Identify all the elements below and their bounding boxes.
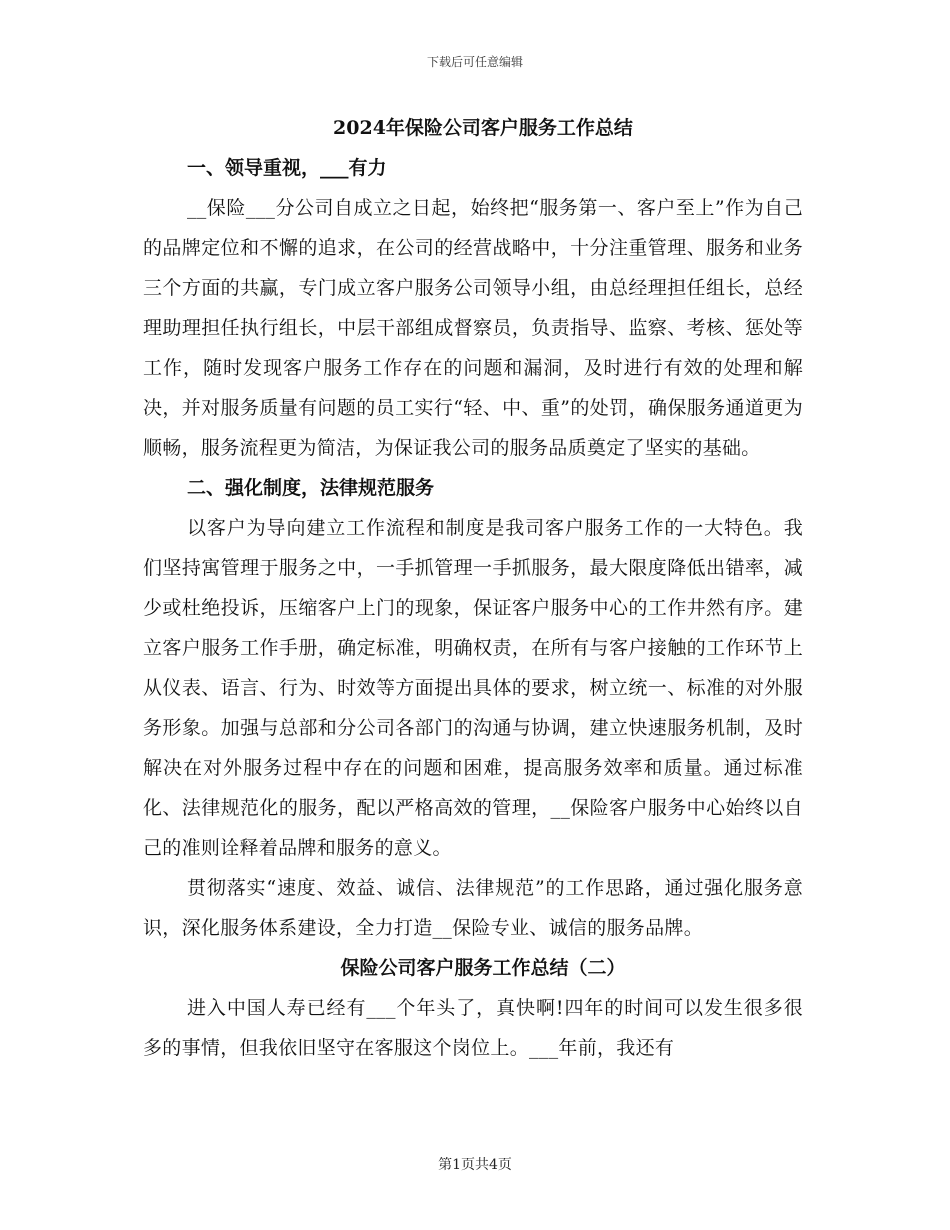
paragraph: __保险___分公司自成立之日起，始终把“服务第一、客户至上”作为自己的品牌定位和不懈的追求，在公司的经营战略中，十分注重管理、服务和业务三个方面的共赢，专门成立客户服务公司领导小组，由总经理担任组长，总经理助理担任执行组长，中层干部组成督察员，负责指导、监察、考核、惩处等工作，随时发现客户服务工作存在的问题和漏洞，及时进行有效的处理和解决，并对服务质量有问题的员工实行“轻、中、重”的处罚，确保服务通道更为顺畅，服务流程更为简洁，为保证我公司的服务品质奠定了坚实的基础。 <box>143 197 803 459</box>
paragraph: 进入中国人寿已经有___个年头了，真快啊!四年的时间可以发生很多很多的事情，但我依旧坚守在客服这个岗位上。___年前，我还有 <box>143 997 803 1059</box>
document-title: 2024年保险公司客户服务工作总结 <box>333 117 633 139</box>
document-title-part-2: 保险公司客户服务工作总结（二） <box>340 957 626 979</box>
section-heading-1: 一、领导重视，___有力 <box>187 157 387 179</box>
paragraph: 以客户为导向建立工作流程和制度是我司客户服务工作的一大特色。我们坚持寓管理于服务之中，一手抓管理一手抓服务，最大限度降低出错率，减少或杜绝投诉，压缩客户上门的现象，保证客户服务中心的工作井然有序。建立客户服务工作手册，确定标准，明确权责，在所有与客户接触的工作环节上从仪表、语言、行为、时效等方面提出具体的要求，树立统一、标准的对外服务形象。加强与总部和分公司各部门的沟通与协调，建立快速服务机制，及时解决在对外服务过程中存在的问题和困难，提高服务效率和质量。通过标准化、法律规范化的服务，配以严格高效的管理，__保险客户服务中心始终以自己的准则诠释着品牌和服务的意义。 <box>143 517 803 859</box>
header-note: 下载后可任意编辑 <box>426 55 523 69</box>
page-number: 第1页共4页 <box>438 1157 512 1173</box>
document-body <box>143 108 803 1068</box>
paragraph: 贯彻落实“速度、效益、诚信、法律规范”的工作思路，通过强化服务意识，深化服务体系建设，全力打造__保险专业、诚信的服务品牌。 <box>143 877 803 939</box>
section-heading-2: 二、强化制度，法律规范服务 <box>187 477 435 499</box>
